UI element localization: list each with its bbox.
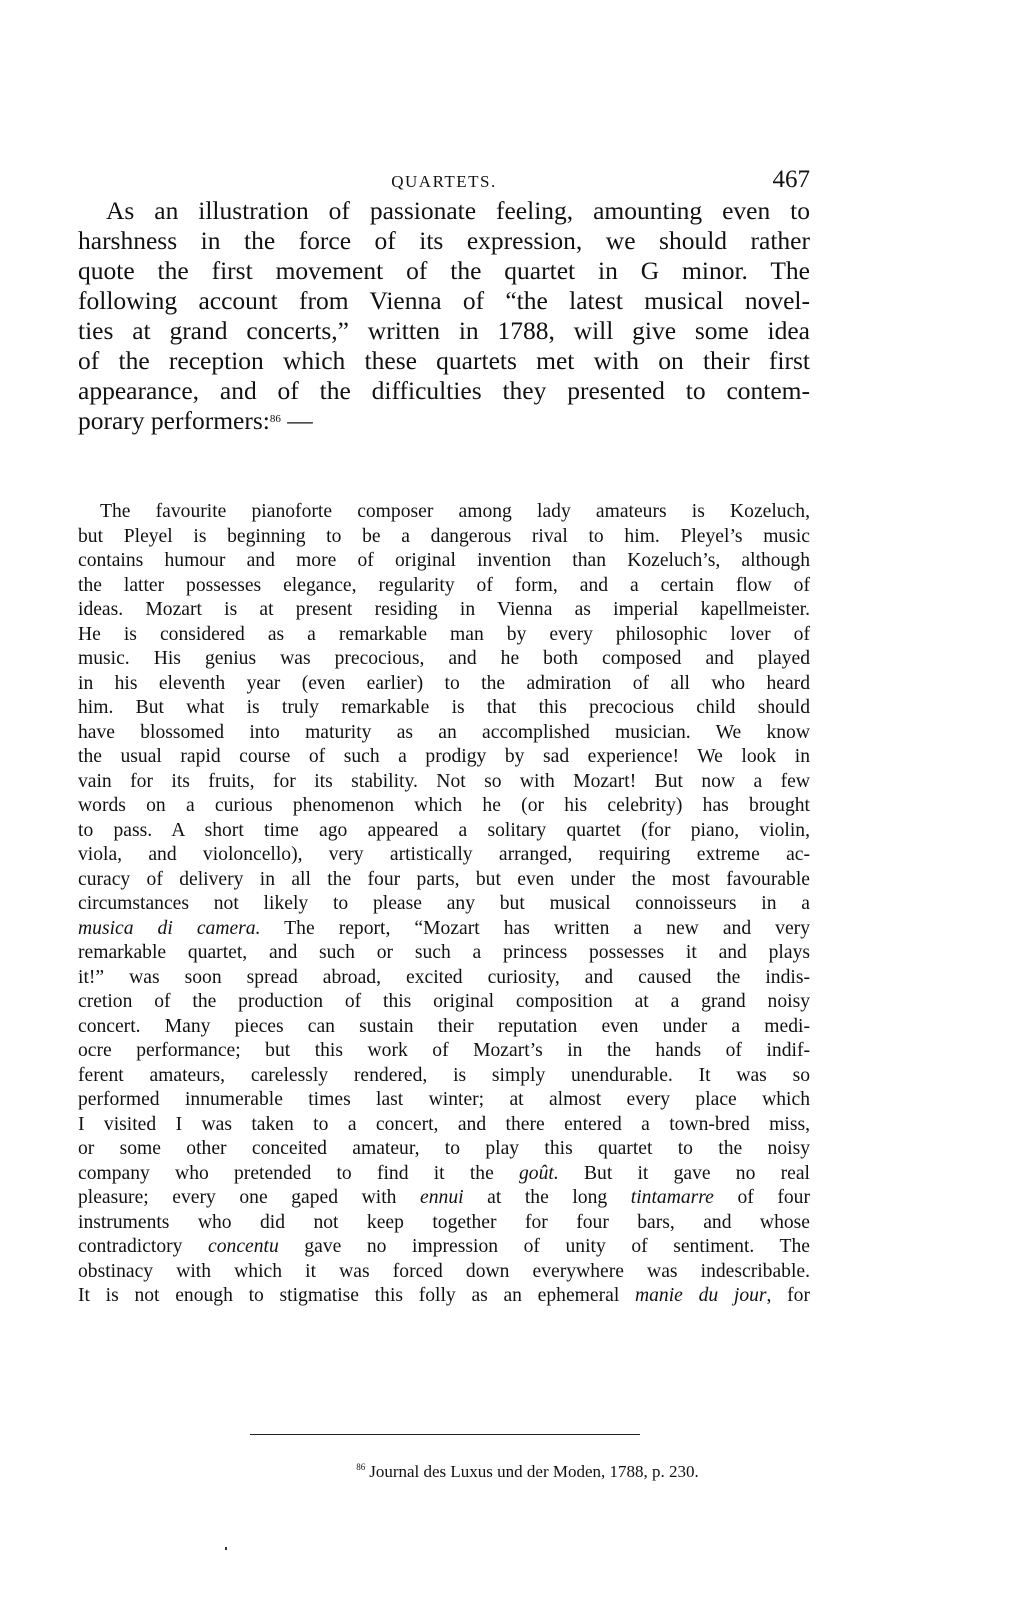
text-line: ties at grand concerts,” written in 1788, will give some idea (78, 316, 810, 345)
quote-line: viola, and violoncello), very artistically arranged, requiring extreme ac- (78, 844, 810, 865)
line-text: at the long (463, 1187, 631, 1208)
line-text: It is not enough to stigmatise this folly as an ephemeral (78, 1285, 635, 1306)
quote-line: words on a curious phenomenon which he (or his celebrity) has brought (78, 795, 810, 816)
line-text: gave no impression of unity of sentiment. The (278, 1236, 810, 1257)
italic-phrase: concentu (208, 1236, 279, 1257)
quote-line: cretion of the production of this original composition at a grand noisy (78, 991, 810, 1012)
text-line: appearance, and of the difficulties they presented to contem- (78, 376, 810, 405)
italic-phrase: musica di camera. (78, 917, 261, 939)
quote-line: vain for its fruits, for its stability. Not so with Mozart! But now a few (78, 770, 810, 792)
main-paragraph (78, 196, 810, 436)
text-line: harshness in the force of its expression, we should rather (78, 226, 810, 255)
quote-line: the latter possesses elegance, regularity of form, and a certain flow of (78, 574, 810, 596)
italic-phrase: goût. (519, 1162, 559, 1184)
quote-line: to pass. A short time ago appeared a solitary quartet (for piano, violin, (78, 819, 810, 841)
text-line: of the reception which these quartets met with on their first (78, 346, 810, 375)
italic-phrase: tintamarre (630, 1187, 714, 1208)
quote-line (78, 1284, 810, 1309)
quote-line: He is considered as a remarkable man by every philosophic lover of (78, 623, 810, 645)
footnote-divider (250, 1434, 640, 1435)
scan-speck (225, 1547, 227, 1550)
quote-line: ocre performance; but this work of Mozart’s in the hands of indif- (78, 1040, 810, 1061)
footnote-reference[interactable]: 86 (269, 413, 281, 425)
quote-line: concert. Many pieces can sustain their reputation even under a medi- (78, 1015, 810, 1037)
quote-line: him. But what is truly remarkable is that this precocious child should (78, 697, 810, 718)
running-title: QUARTETS. (391, 172, 497, 191)
quote-line: contains humour and more of original invention than Kozeluch’s, although (78, 550, 810, 571)
line-text: , for (766, 1285, 811, 1306)
quote-line: but Pleyel is beginning to be a dangerous rival to him. Pleyel’s music (78, 525, 810, 547)
line-text: The report, “Mozart has written a new and very (260, 917, 810, 939)
line-text: porary performers: (78, 406, 270, 435)
running-head (78, 168, 810, 198)
italic-phrase: ennui (420, 1187, 464, 1208)
quote-line: curacy of delivery in all the four parts, but even under the most favourable (78, 868, 810, 890)
quote-line (78, 917, 810, 942)
block-quotation (78, 500, 810, 1309)
quote-line: it!” was soon spread abroad, excited curiosity, and caused the indis- (78, 966, 810, 988)
em-dash: — (280, 406, 313, 435)
quote-line: music. His genius was precocious, and he both composed and played (78, 648, 810, 669)
quote-line: in his eleventh year (even earlier) to the admiration of all who heard (78, 672, 810, 694)
quote-line (78, 1186, 810, 1211)
quote-line (78, 1235, 810, 1260)
quote-line: performed innumerable times last winter; at almost every place which (78, 1089, 810, 1110)
quote-line: ideas. Mozart is at present residing in Vienna as imperial kapellmeister. (78, 599, 810, 620)
text-line: quote the first movement of the quartet in G minor. The (78, 256, 810, 285)
quote-line: the usual rapid course of such a prodigy by sad experience! We look in (78, 746, 810, 767)
text-line (78, 406, 810, 436)
quote-line: remarkable quartet, and such or such a princess possesses it and plays (78, 942, 810, 963)
text-line: following account from Vienna of “the latest musical novel- (78, 286, 810, 315)
quote-line: instruments who did not keep together for four bars, and whose (78, 1211, 810, 1233)
quote-line: or some other conceited amateur, to play this quartet to the noisy (78, 1138, 810, 1159)
line-text: company who pretended to find it the (78, 1162, 519, 1184)
footnote-marker: 86 (356, 1462, 366, 1472)
quote-line: The favourite pianoforte composer among lady amateurs is Kozeluch, (100, 501, 810, 522)
line-text: pleasure; every one gaped with (78, 1187, 421, 1208)
footnote (0, 1462, 1035, 1482)
page-number: 467 (772, 166, 810, 193)
footnote-text: Journal des Luxus und der Moden, 1788, p. 230. (369, 1462, 699, 1481)
quote-line: have blossomed into maturity as an accomplished musician. We know (78, 721, 810, 743)
italic-phrase: manie du jour (634, 1285, 767, 1306)
quote-line: obstinacy with which it was forced down everywhere was indescribable. (78, 1260, 810, 1282)
line-text: contradictory (78, 1236, 209, 1257)
quote-line: circumstances not likely to please any but musical connoisseurs in a (78, 893, 810, 914)
quote-line: ferent amateurs, carelessly rendered, is simply unendurable. It was so (78, 1064, 810, 1086)
line-text: of four (713, 1187, 810, 1208)
quote-line: I visited I was taken to a concert, and there entered a town-bred miss, (78, 1113, 810, 1135)
text-line: As an illustration of passionate feeling, amounting even to (106, 196, 810, 225)
quote-line (78, 1162, 810, 1187)
line-text: But it gave no real (558, 1162, 810, 1184)
